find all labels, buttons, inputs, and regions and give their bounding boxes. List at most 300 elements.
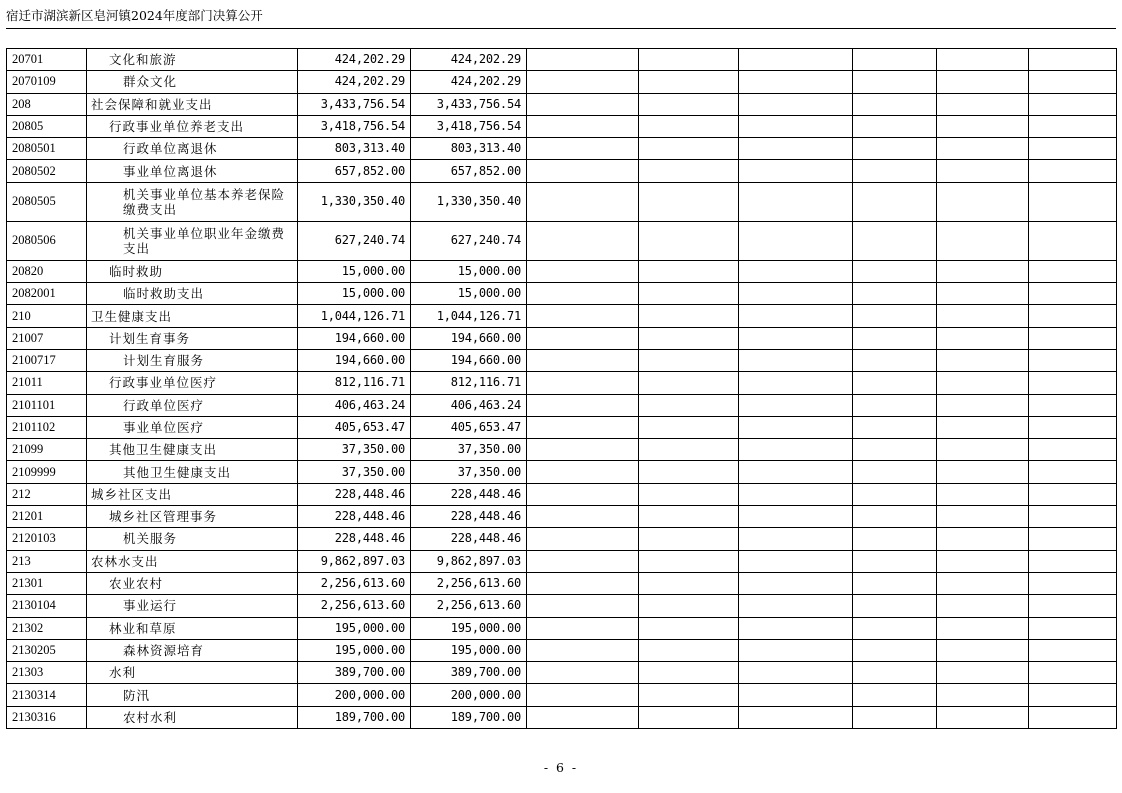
basic-expenditure-cell: 424,202.29 — [411, 49, 527, 71]
function-name-cell: 其他卫生健康支出 — [87, 439, 298, 461]
table-row — [7, 372, 1117, 394]
empty-cell — [527, 461, 639, 483]
empty-cell — [639, 528, 739, 550]
empty-cell — [739, 572, 853, 594]
table-row — [7, 283, 1117, 305]
function-name-cell: 群众文化 — [87, 71, 298, 93]
empty-cell — [639, 305, 739, 327]
function-code-cell: 21099 — [7, 439, 87, 461]
basic-expenditure-cell: 406,463.24 — [411, 394, 527, 416]
table-row — [7, 572, 1117, 594]
basic-expenditure-cell: 195,000.00 — [411, 617, 527, 639]
empty-cell — [853, 639, 937, 661]
table-row — [7, 439, 1117, 461]
empty-cell — [739, 305, 853, 327]
function-code-cell: 2080506 — [7, 221, 87, 260]
empty-cell — [739, 260, 853, 282]
empty-cell — [527, 221, 639, 260]
table-row — [7, 93, 1117, 115]
empty-cell — [527, 416, 639, 438]
empty-cell — [639, 115, 739, 137]
empty-cell — [639, 49, 739, 71]
total-amount-cell: 1,330,350.40 — [298, 182, 411, 221]
basic-expenditure-cell: 1,044,126.71 — [411, 305, 527, 327]
basic-expenditure-cell: 657,852.00 — [411, 160, 527, 182]
empty-cell — [1029, 550, 1117, 572]
total-amount-cell: 627,240.74 — [298, 221, 411, 260]
function-code-cell: 2080502 — [7, 160, 87, 182]
basic-expenditure-cell: 37,350.00 — [411, 439, 527, 461]
empty-cell — [937, 182, 1029, 221]
empty-cell — [639, 483, 739, 505]
empty-cell — [937, 617, 1029, 639]
function-code-cell: 2130316 — [7, 706, 87, 728]
empty-cell — [1029, 706, 1117, 728]
table-row — [7, 617, 1117, 639]
function-name-cell: 临时救助支出 — [87, 283, 298, 305]
empty-cell — [639, 617, 739, 639]
empty-cell — [639, 706, 739, 728]
empty-cell — [1029, 283, 1117, 305]
total-amount-cell: 812,116.71 — [298, 372, 411, 394]
total-amount-cell: 37,350.00 — [298, 461, 411, 483]
function-name-cell: 文化和旅游 — [87, 49, 298, 71]
empty-cell — [853, 349, 937, 371]
function-name-cell: 行政事业单位医疗 — [87, 372, 298, 394]
empty-cell — [639, 572, 739, 594]
empty-cell — [639, 160, 739, 182]
total-amount-cell: 37,350.00 — [298, 439, 411, 461]
empty-cell — [639, 461, 739, 483]
basic-expenditure-cell: 189,700.00 — [411, 706, 527, 728]
basic-expenditure-cell: 627,240.74 — [411, 221, 527, 260]
empty-cell — [937, 49, 1029, 71]
empty-cell — [853, 617, 937, 639]
total-amount-cell: 15,000.00 — [298, 260, 411, 282]
empty-cell — [639, 260, 739, 282]
function-name-cell: 水利 — [87, 662, 298, 684]
empty-cell — [1029, 483, 1117, 505]
header-divider — [6, 28, 1116, 29]
total-amount-cell: 228,448.46 — [298, 528, 411, 550]
empty-cell — [1029, 416, 1117, 438]
empty-cell — [853, 327, 937, 349]
empty-cell — [739, 595, 853, 617]
empty-cell — [853, 394, 937, 416]
total-amount-cell: 228,448.46 — [298, 506, 411, 528]
empty-cell — [527, 283, 639, 305]
basic-expenditure-cell: 1,330,350.40 — [411, 182, 527, 221]
empty-cell — [1029, 260, 1117, 282]
empty-cell — [1029, 305, 1117, 327]
empty-cell — [937, 394, 1029, 416]
empty-cell — [527, 617, 639, 639]
empty-cell — [739, 93, 853, 115]
function-code-cell: 2080505 — [7, 182, 87, 221]
basic-expenditure-cell: 15,000.00 — [411, 260, 527, 282]
total-amount-cell: 424,202.29 — [298, 49, 411, 71]
empty-cell — [1029, 506, 1117, 528]
empty-cell — [937, 528, 1029, 550]
empty-cell — [527, 528, 639, 550]
empty-cell — [639, 439, 739, 461]
total-amount-cell: 424,202.29 — [298, 71, 411, 93]
empty-cell — [527, 260, 639, 282]
empty-cell — [853, 305, 937, 327]
basic-expenditure-cell: 424,202.29 — [411, 71, 527, 93]
empty-cell — [639, 71, 739, 93]
function-code-cell: 2100717 — [7, 349, 87, 371]
table-row — [7, 49, 1117, 71]
function-name-cell: 事业单位医疗 — [87, 416, 298, 438]
empty-cell — [527, 506, 639, 528]
function-name-cell: 临时救助 — [87, 260, 298, 282]
empty-cell — [937, 684, 1029, 706]
total-amount-cell: 3,433,756.54 — [298, 93, 411, 115]
empty-cell — [853, 260, 937, 282]
table-row — [7, 160, 1117, 182]
empty-cell — [937, 327, 1029, 349]
table-row — [7, 684, 1117, 706]
empty-cell — [1029, 439, 1117, 461]
empty-cell — [937, 550, 1029, 572]
total-amount-cell: 389,700.00 — [298, 662, 411, 684]
empty-cell — [739, 327, 853, 349]
empty-cell — [937, 71, 1029, 93]
empty-cell — [1029, 572, 1117, 594]
function-name-cell: 机关事业单位基本养老保险缴费支出 — [87, 182, 298, 221]
function-name-cell: 机关服务 — [87, 528, 298, 550]
empty-cell — [639, 506, 739, 528]
empty-cell — [853, 182, 937, 221]
empty-cell — [639, 684, 739, 706]
function-name-cell: 行政事业单位养老支出 — [87, 115, 298, 137]
empty-cell — [937, 483, 1029, 505]
empty-cell — [853, 662, 937, 684]
empty-cell — [527, 639, 639, 661]
table-row — [7, 483, 1117, 505]
function-code-cell: 20701 — [7, 49, 87, 71]
empty-cell — [853, 506, 937, 528]
empty-cell — [853, 706, 937, 728]
empty-cell — [527, 115, 639, 137]
empty-cell — [639, 595, 739, 617]
empty-cell — [639, 221, 739, 260]
basic-expenditure-cell: 2,256,613.60 — [411, 595, 527, 617]
function-name-cell: 行政单位离退休 — [87, 138, 298, 160]
total-amount-cell: 657,852.00 — [298, 160, 411, 182]
empty-cell — [1029, 461, 1117, 483]
function-name-cell: 城乡社区管理事务 — [87, 506, 298, 528]
empty-cell — [1029, 71, 1117, 93]
basic-expenditure-cell: 195,000.00 — [411, 639, 527, 661]
function-code-cell: 2130314 — [7, 684, 87, 706]
empty-cell — [853, 71, 937, 93]
table-row — [7, 221, 1117, 260]
empty-cell — [853, 221, 937, 260]
empty-cell — [739, 49, 853, 71]
empty-cell — [739, 394, 853, 416]
empty-cell — [1029, 49, 1117, 71]
empty-cell — [527, 349, 639, 371]
table-row — [7, 394, 1117, 416]
empty-cell — [739, 662, 853, 684]
empty-cell — [639, 372, 739, 394]
empty-cell — [1029, 528, 1117, 550]
empty-cell — [739, 283, 853, 305]
empty-cell — [639, 639, 739, 661]
empty-cell — [1029, 372, 1117, 394]
basic-expenditure-cell: 803,313.40 — [411, 138, 527, 160]
empty-cell — [1029, 684, 1117, 706]
function-code-cell: 2120103 — [7, 528, 87, 550]
empty-cell — [527, 684, 639, 706]
basic-expenditure-cell: 228,448.46 — [411, 506, 527, 528]
empty-cell — [937, 706, 1029, 728]
function-name-cell: 事业运行 — [87, 595, 298, 617]
function-name-cell: 农村水利 — [87, 706, 298, 728]
total-amount-cell: 189,700.00 — [298, 706, 411, 728]
empty-cell — [937, 138, 1029, 160]
basic-expenditure-cell: 389,700.00 — [411, 662, 527, 684]
function-code-cell: 208 — [7, 93, 87, 115]
empty-cell — [639, 93, 739, 115]
function-name-cell: 行政单位医疗 — [87, 394, 298, 416]
function-name-cell: 林业和草原 — [87, 617, 298, 639]
empty-cell — [1029, 327, 1117, 349]
empty-cell — [739, 639, 853, 661]
function-code-cell: 210 — [7, 305, 87, 327]
function-code-cell: 2101102 — [7, 416, 87, 438]
empty-cell — [639, 182, 739, 221]
empty-cell — [527, 595, 639, 617]
basic-expenditure-cell: 194,660.00 — [411, 349, 527, 371]
empty-cell — [739, 617, 853, 639]
empty-cell — [527, 572, 639, 594]
table-row — [7, 305, 1117, 327]
table-row — [7, 260, 1117, 282]
function-name-cell: 事业单位离退休 — [87, 160, 298, 182]
empty-cell — [527, 182, 639, 221]
function-name-cell: 计划生育服务 — [87, 349, 298, 371]
function-code-cell: 2070109 — [7, 71, 87, 93]
empty-cell — [639, 138, 739, 160]
total-amount-cell: 194,660.00 — [298, 327, 411, 349]
basic-expenditure-cell: 194,660.00 — [411, 327, 527, 349]
empty-cell — [853, 93, 937, 115]
empty-cell — [853, 684, 937, 706]
empty-cell — [937, 372, 1029, 394]
empty-cell — [527, 550, 639, 572]
function-name-cell: 农林水支出 — [87, 550, 298, 572]
empty-cell — [937, 439, 1029, 461]
empty-cell — [853, 550, 937, 572]
empty-cell — [639, 327, 739, 349]
total-amount-cell: 15,000.00 — [298, 283, 411, 305]
function-name-cell: 机关事业单位职业年金缴费支出 — [87, 221, 298, 260]
total-amount-cell: 228,448.46 — [298, 483, 411, 505]
basic-expenditure-cell: 405,653.47 — [411, 416, 527, 438]
basic-expenditure-cell: 9,862,897.03 — [411, 550, 527, 572]
empty-cell — [527, 93, 639, 115]
empty-cell — [853, 160, 937, 182]
empty-cell — [1029, 349, 1117, 371]
function-code-cell: 213 — [7, 550, 87, 572]
total-amount-cell: 1,044,126.71 — [298, 305, 411, 327]
empty-cell — [739, 506, 853, 528]
empty-cell — [739, 483, 853, 505]
empty-cell — [937, 260, 1029, 282]
empty-cell — [937, 305, 1029, 327]
empty-cell — [853, 372, 937, 394]
empty-cell — [1029, 138, 1117, 160]
empty-cell — [853, 283, 937, 305]
empty-cell — [527, 662, 639, 684]
total-amount-cell: 803,313.40 — [298, 138, 411, 160]
empty-cell — [1029, 182, 1117, 221]
empty-cell — [937, 461, 1029, 483]
table-row — [7, 71, 1117, 93]
empty-cell — [853, 416, 937, 438]
empty-cell — [639, 394, 739, 416]
table-row — [7, 506, 1117, 528]
empty-cell — [937, 93, 1029, 115]
empty-cell — [527, 394, 639, 416]
function-code-cell: 212 — [7, 483, 87, 505]
table-row — [7, 349, 1117, 371]
empty-cell — [937, 662, 1029, 684]
table-row — [7, 595, 1117, 617]
empty-cell — [853, 49, 937, 71]
empty-cell — [1029, 115, 1117, 137]
empty-cell — [1029, 221, 1117, 260]
empty-cell — [853, 115, 937, 137]
function-code-cell: 2109999 — [7, 461, 87, 483]
empty-cell — [739, 349, 853, 371]
empty-cell — [937, 506, 1029, 528]
empty-cell — [937, 283, 1029, 305]
empty-cell — [1029, 617, 1117, 639]
empty-cell — [527, 305, 639, 327]
basic-expenditure-cell: 3,418,756.54 — [411, 115, 527, 137]
empty-cell — [739, 182, 853, 221]
empty-cell — [1029, 394, 1117, 416]
function-name-cell: 其他卫生健康支出 — [87, 461, 298, 483]
total-amount-cell: 406,463.24 — [298, 394, 411, 416]
function-name-cell: 森林资源培育 — [87, 639, 298, 661]
total-amount-cell: 3,418,756.54 — [298, 115, 411, 137]
empty-cell — [527, 372, 639, 394]
table-row — [7, 662, 1117, 684]
function-name-cell: 卫生健康支出 — [87, 305, 298, 327]
function-code-cell: 20820 — [7, 260, 87, 282]
budget-table-body — [7, 49, 1117, 729]
total-amount-cell: 195,000.00 — [298, 639, 411, 661]
function-code-cell: 21007 — [7, 327, 87, 349]
function-code-cell: 21302 — [7, 617, 87, 639]
empty-cell — [853, 461, 937, 483]
empty-cell — [853, 138, 937, 160]
empty-cell — [527, 439, 639, 461]
basic-expenditure-cell: 812,116.71 — [411, 372, 527, 394]
function-code-cell: 2130104 — [7, 595, 87, 617]
function-name-cell: 计划生育事务 — [87, 327, 298, 349]
table-row — [7, 639, 1117, 661]
function-code-cell: 2101101 — [7, 394, 87, 416]
empty-cell — [739, 461, 853, 483]
budget-table — [6, 48, 1117, 729]
empty-cell — [739, 550, 853, 572]
table-row — [7, 461, 1117, 483]
table-row — [7, 138, 1117, 160]
total-amount-cell: 194,660.00 — [298, 349, 411, 371]
function-name-cell: 农业农村 — [87, 572, 298, 594]
empty-cell — [527, 706, 639, 728]
empty-cell — [853, 483, 937, 505]
function-code-cell: 20805 — [7, 115, 87, 137]
empty-cell — [853, 572, 937, 594]
empty-cell — [937, 349, 1029, 371]
total-amount-cell: 2,256,613.60 — [298, 572, 411, 594]
empty-cell — [937, 595, 1029, 617]
basic-expenditure-cell: 2,256,613.60 — [411, 572, 527, 594]
empty-cell — [853, 595, 937, 617]
empty-cell — [639, 349, 739, 371]
function-name-cell: 城乡社区支出 — [87, 483, 298, 505]
total-amount-cell: 2,256,613.60 — [298, 595, 411, 617]
empty-cell — [739, 71, 853, 93]
empty-cell — [739, 684, 853, 706]
empty-cell — [639, 662, 739, 684]
empty-cell — [937, 221, 1029, 260]
empty-cell — [739, 115, 853, 137]
function-code-cell: 21303 — [7, 662, 87, 684]
function-code-cell: 21011 — [7, 372, 87, 394]
empty-cell — [1029, 160, 1117, 182]
empty-cell — [639, 283, 739, 305]
empty-cell — [527, 160, 639, 182]
document-header: 宿迁市湖滨新区皂河镇2024年度部门决算公开 — [6, 8, 263, 23]
empty-cell — [1029, 639, 1117, 661]
empty-cell — [937, 639, 1029, 661]
empty-cell — [739, 439, 853, 461]
function-code-cell: 2082001 — [7, 283, 87, 305]
basic-expenditure-cell: 3,433,756.54 — [411, 93, 527, 115]
empty-cell — [739, 221, 853, 260]
total-amount-cell: 405,653.47 — [298, 416, 411, 438]
empty-cell — [527, 49, 639, 71]
basic-expenditure-cell: 228,448.46 — [411, 528, 527, 550]
table-row — [7, 706, 1117, 728]
page-number: - 6 - — [543, 760, 579, 775]
function-code-cell: 2130205 — [7, 639, 87, 661]
table-row — [7, 550, 1117, 572]
total-amount-cell: 195,000.00 — [298, 617, 411, 639]
empty-cell — [739, 160, 853, 182]
function-code-cell: 21201 — [7, 506, 87, 528]
basic-expenditure-cell: 200,000.00 — [411, 684, 527, 706]
table-row — [7, 416, 1117, 438]
empty-cell — [527, 71, 639, 93]
empty-cell — [527, 483, 639, 505]
empty-cell — [739, 416, 853, 438]
empty-cell — [937, 416, 1029, 438]
table-row — [7, 115, 1117, 137]
function-name-cell: 防汛 — [87, 684, 298, 706]
table-row — [7, 182, 1117, 221]
empty-cell — [937, 160, 1029, 182]
empty-cell — [639, 550, 739, 572]
